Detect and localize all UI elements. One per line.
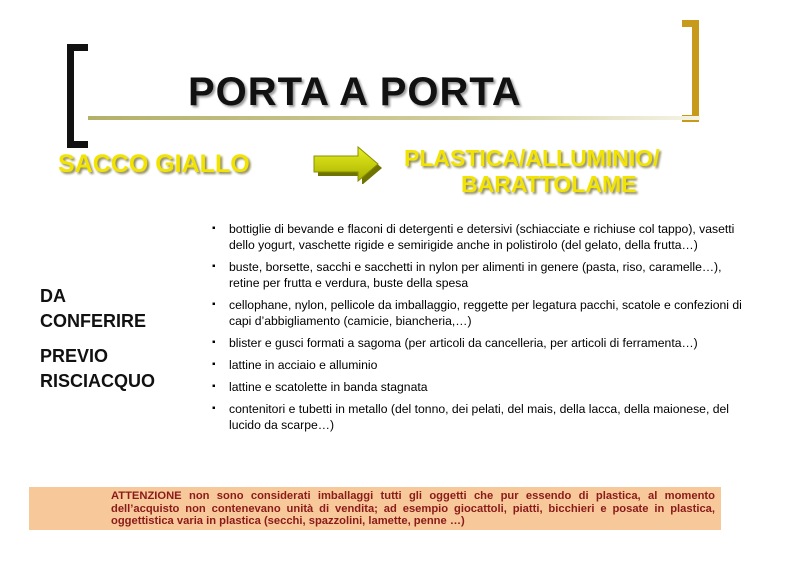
- instruction-line: RISCIACQUO: [40, 371, 156, 391]
- right-bracket-decoration: [682, 20, 699, 122]
- list-item: ▪ lattine in acciaio e alluminio: [212, 357, 742, 373]
- instruction-label-1: [40, 284, 146, 334]
- instruction-line: DA: [40, 286, 66, 306]
- category-label: [404, 145, 694, 197]
- slide-title: PORTA A PORTA: [188, 70, 522, 114]
- list-item: ▪ lattine e scatolette in banda stagnata: [212, 379, 742, 395]
- bag-label: SACCO GIALLO: [58, 150, 250, 178]
- instruction-line: CONFERIRE: [40, 311, 147, 331]
- title-underline: [88, 116, 700, 120]
- attention-note: [29, 487, 721, 530]
- attention-text: non sono considerati imballaggi tutti gli oggetti che pur essendo di plastica, al momento dell’acquisto non contenevano unità di vendita; ad esempio giocattoli, piatti, bicchieri e posate in plastica, oggettistica varia in plastica (secchi, spazzolini, lamette, penne …): [111, 490, 715, 527]
- list-item: ▪ contenitori e tubetti in metallo (del tonno, dei pelati, del mais, della lacca, della maionese, del lucido da scarpe…): [212, 401, 742, 433]
- right-arrow-icon: [310, 144, 386, 184]
- category-line-1: PLASTICA/ALLUMINIO/: [404, 145, 660, 171]
- category-line-2: BARATTOLAME: [461, 171, 637, 197]
- instruction-label-2: [40, 344, 155, 394]
- list-item: ▪ blister e gusci formati a sagoma (per articoli da cancelleria, per articoli di ferramenta…): [212, 335, 742, 351]
- attention-keyword: ATTENZIONE: [111, 490, 182, 502]
- list-item: ▪ buste, borsette, sacchi e sacchetti in nylon per alimenti in genere (pasta, riso, caramelle…), retine per frutta e verdura, buste della spesa: [212, 259, 742, 291]
- items-list: [212, 221, 742, 439]
- left-bracket-decoration: [67, 44, 88, 148]
- list-item: ▪ bottiglie di bevande e flaconi di detergenti e detersivi (schiacciate e richiuse col tappo), vasetti dello yogurt, vaschette rigide e semirigide anche in polistirolo (del gelato, della frutta…): [212, 221, 742, 253]
- list-item: ▪ cellophane, nylon, pellicole da imballaggio, reggette per legatura pacchi, scatole e confezioni di capi d’abbigliamento (camicie, biancheria,…): [212, 297, 742, 329]
- instruction-line: PREVIO: [40, 346, 109, 366]
